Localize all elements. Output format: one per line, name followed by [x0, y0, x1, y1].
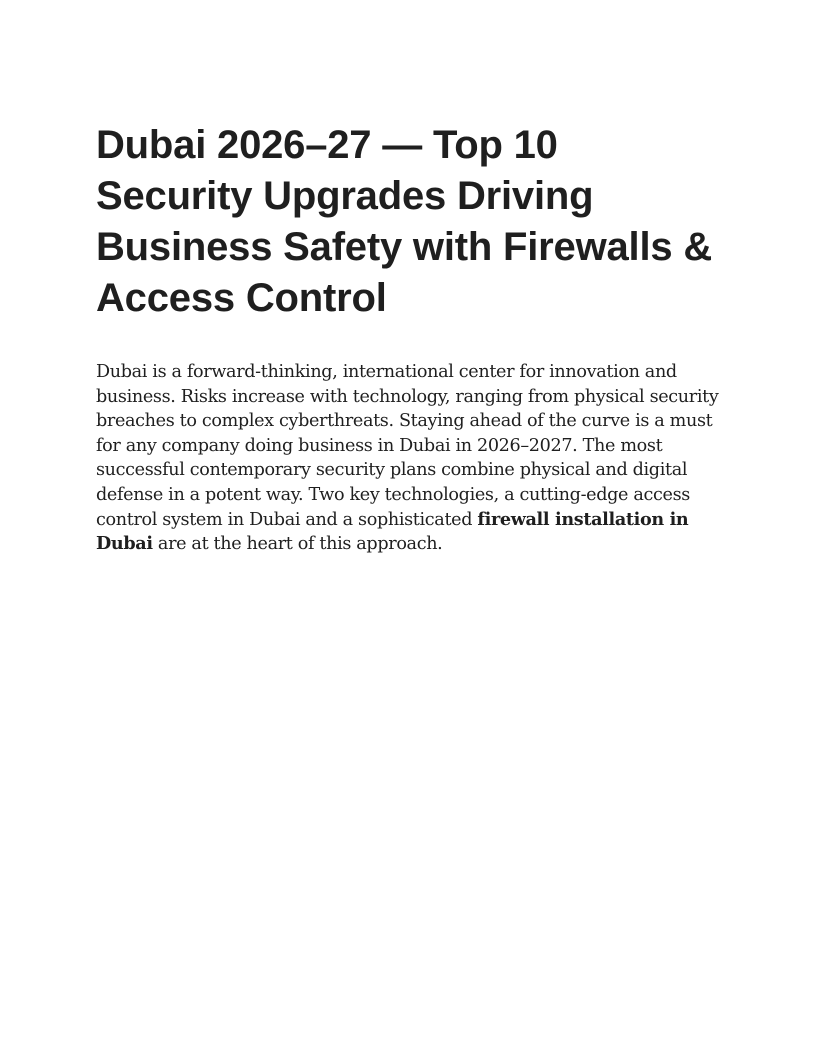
intro-text-before: Dubai is a forward-thinking, international center for innovation and business. Risks increase with technology, ranging from physical security breaches to complex cyberthreats. Staying ahead of the curve is a must for any company doing business in Dubai in 2026–2027. The most successful contemporary security plans combine physical and digital defense in a potent way. Two key technologies, a cutting-edge access control system in Dubai and a sophisticated — [96, 362, 719, 530]
document-page — [96, 120, 720, 557]
intro-text-after: are at the heart of this approach. — [152, 534, 443, 555]
intro-bold-phrase: firewall installation in Dubai — [96, 508, 689, 555]
document-title: Dubai 2026–27 — Top 10 Security Upgrades Driving Business Safety with Firewalls & Access Control — [96, 123, 713, 320]
intro-paragraph — [96, 360, 720, 557]
